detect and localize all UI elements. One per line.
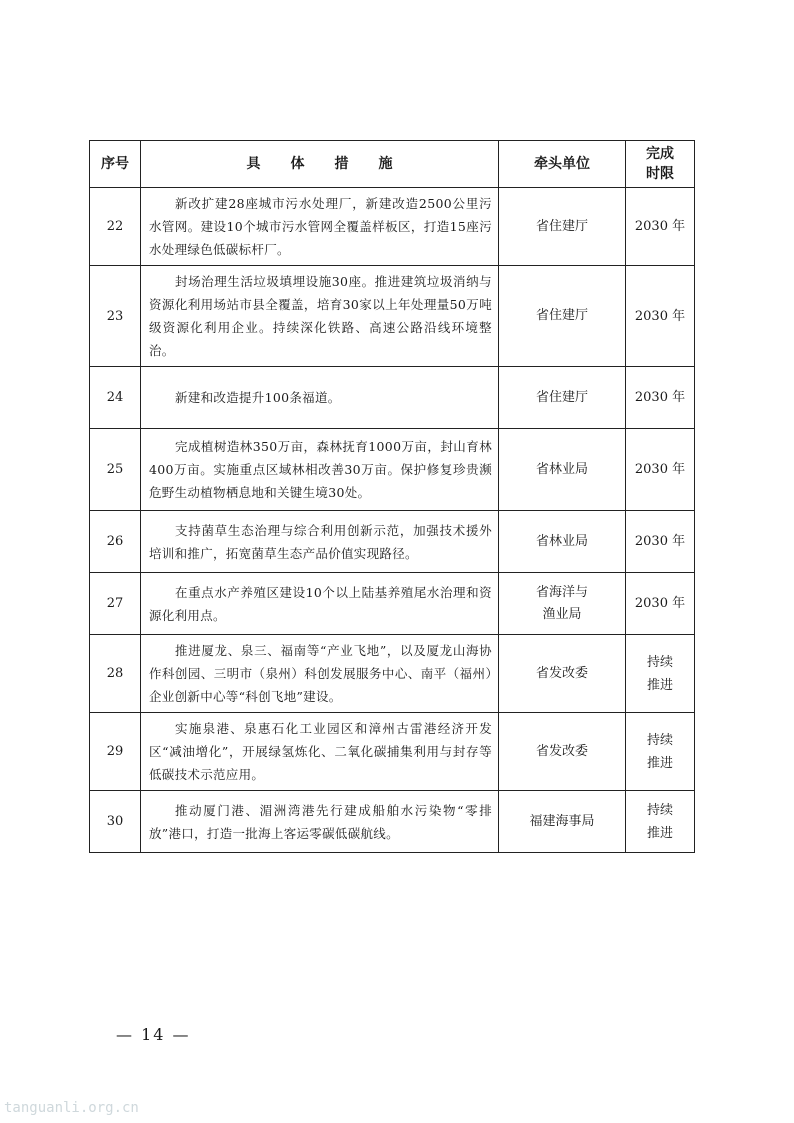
row-number: 30	[90, 791, 141, 853]
row-number: 23	[90, 266, 141, 367]
lead-unit-line: 省发改委	[535, 665, 588, 681]
row-lead-unit	[499, 367, 626, 429]
row-description: 在重点水产养殖区建设10个以上陆基养殖尾水治理和资源化利用点。	[141, 573, 499, 635]
deadline-line: 2030 年	[634, 462, 686, 477]
lead-unit-line: 福建海事局	[529, 813, 595, 829]
row-deadline	[626, 367, 695, 429]
row-lead-unit	[499, 713, 626, 791]
header-desc: 具体措施	[141, 141, 499, 188]
row-lead-unit	[499, 791, 626, 853]
row-deadline	[626, 429, 695, 511]
deadline-line: 2030 年	[634, 596, 686, 611]
table-row	[90, 266, 695, 367]
lead-unit-line: 省住建厅	[535, 218, 588, 234]
lead-unit-line: 省林业局	[535, 461, 588, 477]
deadline-line: 推进	[646, 755, 673, 771]
row-deadline	[626, 635, 695, 713]
row-lead-unit	[499, 429, 626, 511]
deadline-line: 2030 年	[634, 219, 686, 234]
row-number: 29	[90, 713, 141, 791]
row-lead-unit	[499, 188, 626, 266]
header-time	[626, 141, 695, 188]
row-number: 22	[90, 188, 141, 266]
row-description: 新建和改造提升100条福道。	[141, 367, 499, 429]
table-row	[90, 791, 695, 853]
row-deadline	[626, 713, 695, 791]
deadline-line: 持续	[646, 654, 673, 670]
measures-table-container	[89, 140, 695, 853]
page-number: — 14 —	[116, 1025, 191, 1044]
row-description: 封场治理生活垃圾填埋设施30座。推进建筑垃圾消纳与资源化利用场站市县全覆盖，培育30家以上年处理量50万吨级资源化利用企业。持续深化铁路、高速公路沿线环境整治。	[141, 266, 499, 367]
row-deadline	[626, 573, 695, 635]
row-number: 24	[90, 367, 141, 429]
row-lead-unit	[499, 266, 626, 367]
deadline-line: 推进	[646, 825, 673, 841]
deadline-line: 持续	[646, 802, 673, 818]
row-deadline	[626, 511, 695, 573]
header-unit: 牵头单位	[499, 141, 626, 188]
row-number: 25	[90, 429, 141, 511]
table-row	[90, 713, 695, 791]
table-header-row	[90, 141, 695, 188]
header-time-line2: 时限	[646, 166, 674, 182]
row-description: 完成植树造林350万亩，森林抚育1000万亩，封山育林400万亩。实施重点区域林相改善30万亩。保护修复珍贵濒危野生动植物栖息地和关键生境30处。	[141, 429, 499, 511]
row-deadline	[626, 188, 695, 266]
row-description: 新改扩建28座城市污水处理厂，新建改造2500公里污水管网。建设10个城市污水管网全覆盖样板区，打造15座污水处理绿色低碳标杆厂。	[141, 188, 499, 266]
table-row	[90, 429, 695, 511]
measures-table	[89, 140, 695, 853]
row-description: 推动厦门港、湄洲湾港先行建成船舶水污染物“零排放”港口，打造一批海上客运零碳低碳航线。	[141, 791, 499, 853]
table-row	[90, 511, 695, 573]
row-description: 支持菌草生态治理与综合利用创新示范，加强技术援外培训和推广，拓宽菌草生态产品价值实现路径。	[141, 511, 499, 573]
lead-unit-line: 省海洋与	[535, 584, 588, 600]
deadline-line: 2030 年	[634, 534, 686, 549]
table-row	[90, 367, 695, 429]
watermark-text: tanguanli.org.cn	[4, 1100, 139, 1116]
row-deadline	[626, 266, 695, 367]
row-lead-unit	[499, 511, 626, 573]
table-row	[90, 188, 695, 266]
row-description: 推进厦龙、泉三、福南等“产业飞地”，以及厦龙山海协作科创园、三明市（泉州）科创发展服务中心、南平（福州）企业创新中心等“科创飞地”建设。	[141, 635, 499, 713]
row-lead-unit	[499, 573, 626, 635]
row-deadline	[626, 791, 695, 853]
deadline-line: 推进	[646, 677, 673, 693]
header-time-line1: 完成	[646, 146, 674, 162]
lead-unit-line: 省住建厅	[535, 389, 588, 405]
row-number: 26	[90, 511, 141, 573]
lead-unit-line: 渔业局	[542, 606, 582, 622]
lead-unit-line: 省发改委	[535, 743, 588, 759]
table-row	[90, 635, 695, 713]
deadline-line: 2030 年	[634, 390, 686, 405]
row-description: 实施泉港、泉惠石化工业园区和漳州古雷港经济开发区“减油增化”，开展绿氢炼化、二氧化碳捕集利用与封存等低碳技术示范应用。	[141, 713, 499, 791]
lead-unit-line: 省住建厅	[535, 308, 588, 323]
header-no: 序号	[90, 141, 141, 188]
row-number: 28	[90, 635, 141, 713]
row-number: 27	[90, 573, 141, 635]
row-lead-unit	[499, 635, 626, 713]
lead-unit-line: 省林业局	[535, 533, 588, 549]
table-row	[90, 573, 695, 635]
deadline-line: 2030 年	[634, 308, 686, 324]
deadline-line: 持续	[646, 732, 673, 748]
